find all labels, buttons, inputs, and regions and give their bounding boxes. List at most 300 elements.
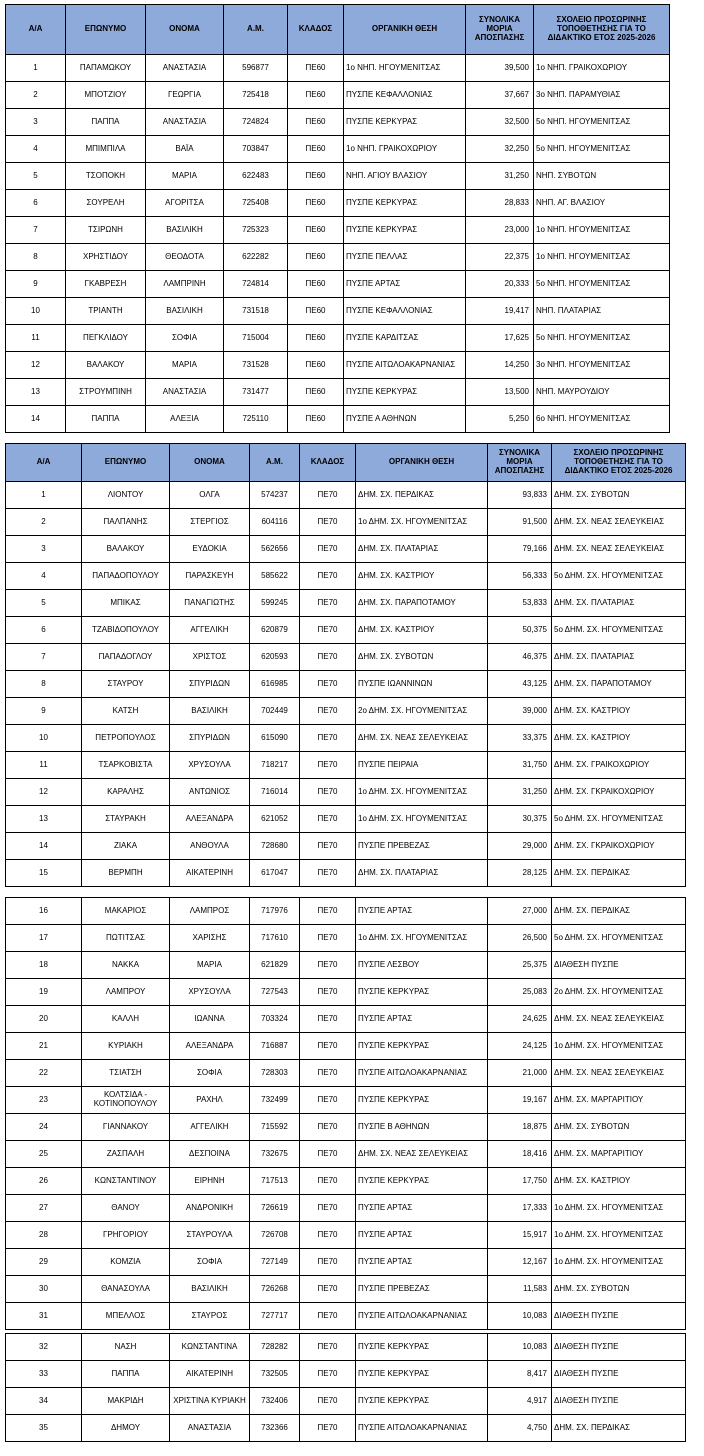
first-name-cell: ΠΑΡΑΣΚΕΥΗ xyxy=(170,563,250,590)
specialty-cell: ΠΕ60 xyxy=(288,271,344,298)
pe70-table xyxy=(5,443,686,887)
surname-cell: ΠΑΠΠΑ xyxy=(66,109,146,136)
row-number-cell: 35 xyxy=(6,1415,82,1442)
row-number-cell: 7 xyxy=(6,217,66,244)
specialty-cell: ΠΕ60 xyxy=(288,217,344,244)
header-specialty: ΚΛΑΔΟΣ xyxy=(300,444,356,482)
row-number-cell: 1 xyxy=(6,55,66,82)
row-number-cell: 27 xyxy=(6,1195,82,1222)
table-row xyxy=(6,898,686,925)
assigned-school-cell: ΔΗΜ. ΣΧ. ΝΕΑΣ ΣΕΛΕΥΚΕΙΑΣ xyxy=(552,1006,686,1033)
total-points-cell: 31,250 xyxy=(466,163,534,190)
first-name-cell: ΓΕΩΡΓΙΑ xyxy=(146,82,224,109)
registry-number-cell: 728303 xyxy=(250,1060,300,1087)
registry-number-cell: 585622 xyxy=(250,563,300,590)
total-points-cell: 25,375 xyxy=(488,952,552,979)
specialty-cell: ΠΕ70 xyxy=(300,898,356,925)
total-points-cell: 4,750 xyxy=(488,1415,552,1442)
surname-cell: ΜΑΚΡΙΔΗ xyxy=(82,1388,170,1415)
row-number-cell: 23 xyxy=(6,1087,82,1114)
registry-number-cell: 731477 xyxy=(224,379,288,406)
assigned-school-cell: ΔΗΜ. ΣΧ. ΠΕΡΔΙΚΑΣ xyxy=(552,860,686,887)
organic-position-cell: ΔΗΜ. ΣΧ. ΠΛΑΤΑΡΙΑΣ xyxy=(356,536,488,563)
specialty-cell: ΠΕ60 xyxy=(288,109,344,136)
first-name-cell: ΣΟΦΙΑ xyxy=(170,1060,250,1087)
organic-position-cell: ΔΗΜ. ΣΧ. ΝΕΑΣ ΣΕΛΕΥΚΕΙΑΣ xyxy=(356,1141,488,1168)
surname-cell: ΜΠΟΤΖΙΟΥ xyxy=(66,82,146,109)
first-name-cell: ΘΕΟΔΟΤΑ xyxy=(146,244,224,271)
first-name-cell: ΣΟΦΙΑ xyxy=(146,325,224,352)
surname-cell: ΠΑΠΠΑ xyxy=(66,406,146,433)
first-name-cell: ΜΑΡΙΑ xyxy=(146,163,224,190)
specialty-cell: ΠΕ70 xyxy=(300,1276,356,1303)
total-points-cell: 91,500 xyxy=(488,509,552,536)
specialty-cell: ΠΕ60 xyxy=(288,136,344,163)
assigned-school-cell: 1ο ΝΗΠ. ΓΡΑΙΚΟΧΩΡΙΟΥ xyxy=(534,55,670,82)
table-row xyxy=(6,379,670,406)
registry-number-cell: 725110 xyxy=(224,406,288,433)
total-points-cell: 32,250 xyxy=(466,136,534,163)
assigned-school-cell: 5ο ΝΗΠ. ΗΓΟΥΜΕΝΙΤΣΑΣ xyxy=(534,109,670,136)
organic-position-cell: ΠΥΣΠΕ ΚΕΡΚΥΡΑΣ xyxy=(356,1388,488,1415)
specialty-cell: ΠΕ70 xyxy=(300,644,356,671)
surname-cell: ΒΕΡΜΠΗ xyxy=(82,860,170,887)
row-number-cell: 8 xyxy=(6,244,66,271)
specialty-cell: ΠΕ70 xyxy=(300,752,356,779)
organic-position-cell: ΠΥΣΠΕ ΠΡΕΒΕΖΑΣ xyxy=(356,833,488,860)
total-points-cell: 33,375 xyxy=(488,725,552,752)
row-number-cell: 17 xyxy=(6,925,82,952)
surname-cell: ΠΑΠΑΔΟΠΟΥΛΟΥ xyxy=(82,563,170,590)
row-number-cell: 19 xyxy=(6,979,82,1006)
assigned-school-cell: ΔΗΜ. ΣΧ. ΣΥΒΟΤΩΝ xyxy=(552,482,686,509)
assigned-school-cell: ΔΗΜ. ΣΧ. ΣΥΒΟΤΩΝ xyxy=(552,1114,686,1141)
organic-position-cell: ΔΗΜ. ΣΧ. ΠΛΑΤΑΡΙΑΣ xyxy=(356,860,488,887)
assigned-school-cell: 5ο ΔΗΜ. ΣΧ. ΗΓΟΥΜΕΝΙΤΣΑΣ xyxy=(552,563,686,590)
table-row xyxy=(6,1033,686,1060)
assigned-school-cell: 2ο ΔΗΜ. ΣΧ. ΗΓΟΥΜΕΝΙΤΣΑΣ xyxy=(552,979,686,1006)
header-assigned-school: ΣΧΟΛΕΙΟ ΠΡΟΣΩΡΙΝΗΣ ΤΟΠΟΘΕΤΗΣΗΣ ΓΙΑ ΤΟ ΔΙΔΑΚΤΙΚΟ ΕΤΟΣ 2025-2026 xyxy=(552,444,686,482)
assigned-school-cell: ΔΗΜ. ΣΧ. ΚΑΣΤΡΙΟΥ xyxy=(552,1168,686,1195)
organic-position-cell: ΔΗΜ. ΣΧ. ΝΕΑΣ ΣΕΛΕΥΚΕΙΑΣ xyxy=(356,725,488,752)
organic-position-cell: ΠΥΣΠΕ ΙΩΑΝΝΙΝΩΝ xyxy=(356,671,488,698)
total-points-cell: 31,250 xyxy=(488,779,552,806)
first-name-cell: ΒΑΣΙΛΙΚΗ xyxy=(146,298,224,325)
surname-cell: ΣΤΡΟΥΜΠΙΝΗ xyxy=(66,379,146,406)
assigned-school-cell: 1ο ΝΗΠ. ΗΓΟΥΜΕΝΙΤΣΑΣ xyxy=(534,217,670,244)
organic-position-cell: ΠΥΣΠΕ ΑΙΤΩΛΟΑΚΑΡΝΑΝΙΑΣ xyxy=(356,1303,488,1330)
total-points-cell: 10,083 xyxy=(488,1303,552,1330)
header-total-points: ΣΥΝΟΛΙΚΑ ΜΟΡΙΑ ΑΠΟΣΠΑΣΗΣ xyxy=(488,444,552,482)
total-points-cell: 43,125 xyxy=(488,671,552,698)
organic-position-cell: ΠΥΣΠΕ ΚΕΡΚΥΡΑΣ xyxy=(344,217,466,244)
row-number-cell: 14 xyxy=(6,406,66,433)
table-row xyxy=(6,752,686,779)
total-points-cell: 5,250 xyxy=(466,406,534,433)
row-number-cell: 15 xyxy=(6,860,82,887)
row-number-cell: 26 xyxy=(6,1168,82,1195)
surname-cell: ΜΠΙΜΠΙΛΑ xyxy=(66,136,146,163)
registry-number-cell: 725418 xyxy=(224,82,288,109)
registry-number-cell: 562656 xyxy=(250,536,300,563)
row-number-cell: 3 xyxy=(6,536,82,563)
assigned-school-cell: ΝΗΠ. ΜΑΥΡΟΥΔΙΟΥ xyxy=(534,379,670,406)
registry-number-cell: 726619 xyxy=(250,1195,300,1222)
total-points-cell: 10,083 xyxy=(488,1334,552,1361)
organic-position-cell: 1ο ΝΗΠ. ΗΓΟΥΜΕΝΙΤΣΑΣ xyxy=(344,55,466,82)
total-points-cell: 26,500 xyxy=(488,925,552,952)
specialty-cell: ΠΕ70 xyxy=(300,725,356,752)
surname-cell: ΔΗΜΟΥ xyxy=(82,1415,170,1442)
row-number-cell: 32 xyxy=(6,1334,82,1361)
row-number-cell: 6 xyxy=(6,190,66,217)
first-name-cell: ΧΑΡΙΣΗΣ xyxy=(170,925,250,952)
surname-cell: ΛΑΜΠΡΟΥ xyxy=(82,979,170,1006)
specialty-cell: ΠΕ70 xyxy=(300,590,356,617)
row-number-cell: 18 xyxy=(6,952,82,979)
table-row xyxy=(6,136,670,163)
organic-position-cell: ΔΗΜ. ΣΧ. ΣΥΒΟΤΩΝ xyxy=(356,644,488,671)
table-row xyxy=(6,671,686,698)
surname-cell: ΖΙΑΚΑ xyxy=(82,833,170,860)
registry-number-cell: 715004 xyxy=(224,325,288,352)
first-name-cell: ΣΠΥΡΙΔΩΝ xyxy=(170,671,250,698)
first-name-cell: ΑΛΕΞΑΝΔΡΑ xyxy=(170,1033,250,1060)
specialty-cell: ΠΕ70 xyxy=(300,1222,356,1249)
organic-position-cell: ΠΥΣΠΕ ΚΕΡΚΥΡΑΣ xyxy=(356,1334,488,1361)
surname-cell: ΣΟΥΡΕΛΗ xyxy=(66,190,146,217)
registry-number-cell: 727717 xyxy=(250,1303,300,1330)
table-row xyxy=(6,325,670,352)
assigned-school-cell: ΔΗΜ. ΣΧ. ΜΑΡΓΑΡΙΤΙΟΥ xyxy=(552,1087,686,1114)
table-body xyxy=(6,55,670,433)
row-number-cell: 24 xyxy=(6,1114,82,1141)
table-row xyxy=(6,1168,686,1195)
specialty-cell: ΠΕ70 xyxy=(300,860,356,887)
specialty-cell: ΠΕ60 xyxy=(288,406,344,433)
organic-position-cell: ΠΥΣΠΕ ΑΡΤΑΣ xyxy=(356,1195,488,1222)
registry-number-cell: 620879 xyxy=(250,617,300,644)
header-first-name: ΟΝΟΜΑ xyxy=(170,444,250,482)
table-row xyxy=(6,298,670,325)
pe70-table-continued-2 xyxy=(5,1333,686,1442)
first-name-cell: ΕΥΔΟΚΙΑ xyxy=(170,536,250,563)
table-body xyxy=(6,482,686,887)
organic-position-cell: ΔΗΜ. ΣΧ. ΠΑΡΑΠΟΤΑΜΟΥ xyxy=(356,590,488,617)
total-points-cell: 17,750 xyxy=(488,1168,552,1195)
row-number-cell: 12 xyxy=(6,352,66,379)
registry-number-cell: 717610 xyxy=(250,925,300,952)
total-points-cell: 22,375 xyxy=(466,244,534,271)
first-name-cell: ΒΑΣΙΛΙΚΗ xyxy=(170,1276,250,1303)
total-points-cell: 19,417 xyxy=(466,298,534,325)
surname-cell: ΒΑΛΑΚΟΥ xyxy=(82,536,170,563)
assigned-school-cell: ΝΗΠ. ΠΛΑΤΑΡΙΑΣ xyxy=(534,298,670,325)
specialty-cell: ΠΕ70 xyxy=(300,1388,356,1415)
specialty-cell: ΠΕ70 xyxy=(300,1361,356,1388)
registry-number-cell: 622282 xyxy=(224,244,288,271)
total-points-cell: 21,000 xyxy=(488,1060,552,1087)
registry-number-cell: 732366 xyxy=(250,1415,300,1442)
surname-cell: ΣΤΑΥΡΟΥ xyxy=(82,671,170,698)
total-points-cell: 32,500 xyxy=(466,109,534,136)
assigned-school-cell: 5ο ΝΗΠ. ΗΓΟΥΜΕΝΙΤΣΑΣ xyxy=(534,325,670,352)
registry-number-cell: 724814 xyxy=(224,271,288,298)
total-points-cell: 25,083 xyxy=(488,979,552,1006)
registry-number-cell: 621829 xyxy=(250,952,300,979)
first-name-cell: ΔΕΣΠΟΙΝΑ xyxy=(170,1141,250,1168)
table-row xyxy=(6,217,670,244)
table-row xyxy=(6,952,686,979)
row-number-cell: 28 xyxy=(6,1222,82,1249)
organic-position-cell: ΠΥΣΠΕ ΚΕΡΚΥΡΑΣ xyxy=(356,979,488,1006)
table-row xyxy=(6,482,686,509)
assigned-school-cell: 5ο ΝΗΠ. ΗΓΟΥΜΕΝΙΤΣΑΣ xyxy=(534,136,670,163)
registry-number-cell: 726268 xyxy=(250,1276,300,1303)
table-row xyxy=(6,1087,686,1114)
table-row xyxy=(6,1006,686,1033)
surname-cell: ΚΥΡΙΑΚΗ xyxy=(82,1033,170,1060)
registry-number-cell: 717513 xyxy=(250,1168,300,1195)
specialty-cell: ΠΕ60 xyxy=(288,190,344,217)
table-row xyxy=(6,1249,686,1276)
specialty-cell: ΠΕ70 xyxy=(300,1141,356,1168)
table-body xyxy=(6,898,686,1330)
specialty-cell: ΠΕ70 xyxy=(300,925,356,952)
assigned-school-cell: ΔΗΜ. ΣΧ. ΜΑΡΓΑΡΙΤΙΟΥ xyxy=(552,1141,686,1168)
total-points-cell: 20,333 xyxy=(466,271,534,298)
organic-position-cell: ΠΥΣΠΕ ΑΡΤΑΣ xyxy=(356,898,488,925)
organic-position-cell: ΠΥΣΠΕ ΚΕΦΑΛΛΟΝΙΑΣ xyxy=(344,298,466,325)
row-number-cell: 10 xyxy=(6,298,66,325)
registry-number-cell: 728282 xyxy=(250,1334,300,1361)
total-points-cell: 13,500 xyxy=(466,379,534,406)
organic-position-cell: 1ο ΔΗΜ. ΣΧ. ΗΓΟΥΜΕΝΙΤΣΑΣ xyxy=(356,779,488,806)
row-number-cell: 6 xyxy=(6,617,82,644)
header-row-number: Α/Α xyxy=(6,444,82,482)
organic-position-cell: ΔΗΜ. ΣΧ. ΚΑΣΤΡΙΟΥ xyxy=(356,563,488,590)
total-points-cell: 46,375 xyxy=(488,644,552,671)
table-row xyxy=(6,55,670,82)
specialty-cell: ΠΕ60 xyxy=(288,325,344,352)
registry-number-cell: 616985 xyxy=(250,671,300,698)
table-row xyxy=(6,806,686,833)
total-points-cell: 24,625 xyxy=(488,1006,552,1033)
specialty-cell: ΠΕ60 xyxy=(288,55,344,82)
specialty-cell: ΠΕ70 xyxy=(300,536,356,563)
total-points-cell: 39,500 xyxy=(466,55,534,82)
total-points-cell: 28,125 xyxy=(488,860,552,887)
assigned-school-cell: ΔΗΜ. ΣΧ. ΓΚΡΑΙΚΟΧΩΡΙΟΥ xyxy=(552,779,686,806)
header-specialty: ΚΛΑΔΟΣ xyxy=(288,5,344,55)
registry-number-cell: 727543 xyxy=(250,979,300,1006)
assigned-school-cell: ΔΙΑΘΕΣΗ ΠΥΣΠΕ xyxy=(552,1388,686,1415)
table-row xyxy=(6,833,686,860)
registry-number-cell: 604116 xyxy=(250,509,300,536)
total-points-cell: 30,375 xyxy=(488,806,552,833)
registry-number-cell: 615090 xyxy=(250,725,300,752)
specialty-cell: ΠΕ70 xyxy=(300,1249,356,1276)
registry-number-cell: 731528 xyxy=(224,352,288,379)
registry-number-cell: 728680 xyxy=(250,833,300,860)
assigned-school-cell: 1ο ΔΗΜ. ΣΧ. ΗΓΟΥΜΕΝΙΤΣΑΣ xyxy=(552,1033,686,1060)
organic-position-cell: ΠΥΣΠΕ ΚΕΡΚΥΡΑΣ xyxy=(356,1168,488,1195)
specialty-cell: ΠΕ70 xyxy=(300,509,356,536)
surname-cell: ΤΡΙΑΝΤΗ xyxy=(66,298,146,325)
specialty-cell: ΠΕ70 xyxy=(300,1087,356,1114)
registry-number-cell: 718217 xyxy=(250,752,300,779)
total-points-cell: 15,917 xyxy=(488,1222,552,1249)
first-name-cell: ΒΑΣΙΛΙΚΗ xyxy=(146,217,224,244)
row-number-cell: 11 xyxy=(6,325,66,352)
registry-number-cell: 732406 xyxy=(250,1388,300,1415)
first-name-cell: ΧΡΙΣΤΟΣ xyxy=(170,644,250,671)
organic-position-cell: ΠΥΣΠΕ ΠΕΙΡΑΙΑ xyxy=(356,752,488,779)
assigned-school-cell: ΝΗΠ. ΣΥΒΟΤΩΝ xyxy=(534,163,670,190)
surname-cell: ΜΠΕΛΛΟΣ xyxy=(82,1303,170,1330)
first-name-cell: ΑΝΤΩΝΙΟΣ xyxy=(170,779,250,806)
assigned-school-cell: 5ο ΝΗΠ. ΗΓΟΥΜΕΝΙΤΣΑΣ xyxy=(534,271,670,298)
assigned-school-cell: 1ο ΔΗΜ. ΣΧ. ΗΓΟΥΜΕΝΙΤΣΑΣ xyxy=(552,1222,686,1249)
specialty-cell: ΠΕ60 xyxy=(288,298,344,325)
organic-position-cell: ΠΥΣΠΕ Β ΑΘΗΝΩΝ xyxy=(356,1114,488,1141)
surname-cell: ΖΑΣΠΑΛΗ xyxy=(82,1141,170,1168)
specialty-cell: ΠΕ60 xyxy=(288,82,344,109)
assigned-school-cell: 1ο ΔΗΜ. ΣΧ. ΗΓΟΥΜΕΝΙΤΣΑΣ xyxy=(552,1195,686,1222)
table-row xyxy=(6,1276,686,1303)
header-registry-number: Α.Μ. xyxy=(250,444,300,482)
first-name-cell: ΣΠΥΡΙΔΩΝ xyxy=(170,725,250,752)
organic-position-cell: ΠΥΣΠΕ ΑΙΤΩΛΟΑΚΑΡΝΑΝΙΑΣ xyxy=(356,1415,488,1442)
first-name-cell: ΑΓΓΕΛΙΚΗ xyxy=(170,1114,250,1141)
organic-position-cell: ΠΥΣΠΕ ΚΕΦΑΛΛΟΝΙΑΣ xyxy=(344,82,466,109)
assigned-school-cell: ΔΗΜ. ΣΧ. ΝΕΑΣ ΣΕΛΕΥΚΕΙΑΣ xyxy=(552,536,686,563)
registry-number-cell: 599245 xyxy=(250,590,300,617)
table-row xyxy=(6,82,670,109)
first-name-cell: ΧΡΙΣΤΙΝΑ ΚΥΡΙΑΚΗ xyxy=(170,1388,250,1415)
row-number-cell: 13 xyxy=(6,379,66,406)
organic-position-cell: ΠΥΣΠΕ ΚΕΡΚΥΡΑΣ xyxy=(356,1087,488,1114)
specialty-cell: ΠΕ70 xyxy=(300,563,356,590)
assigned-school-cell: 3ο ΝΗΠ. ΗΓΟΥΜΕΝΙΤΣΑΣ xyxy=(534,352,670,379)
organic-position-cell: ΝΗΠ. ΑΓΙΟΥ ΒΛΑΣΙΟΥ xyxy=(344,163,466,190)
row-number-cell: 9 xyxy=(6,698,82,725)
table-row xyxy=(6,271,670,298)
surname-cell: ΤΣΑΡΚΟΒΙΣΤΑ xyxy=(82,752,170,779)
header-row xyxy=(6,444,686,482)
surname-cell: ΤΣΙΑΤΣΗ xyxy=(82,1060,170,1087)
total-points-cell: 27,000 xyxy=(488,898,552,925)
table-body xyxy=(6,1334,686,1442)
registry-number-cell: 702449 xyxy=(250,698,300,725)
organic-position-cell: ΠΥΣΠΕ ΑΙΤΩΛΟΑΚΑΡΝΑΝΙΑΣ xyxy=(356,1060,488,1087)
registry-number-cell: 724824 xyxy=(224,109,288,136)
first-name-cell: ΡΑΧΗΛ xyxy=(170,1087,250,1114)
organic-position-cell: ΠΥΣΠΕ Α ΑΘΗΝΩΝ xyxy=(344,406,466,433)
assigned-school-cell: 5ο ΔΗΜ. ΣΧ. ΗΓΟΥΜΕΝΙΤΣΑΣ xyxy=(552,617,686,644)
assigned-school-cell: 5ο ΔΗΜ. ΣΧ. ΗΓΟΥΜΕΝΙΤΣΑΣ xyxy=(552,925,686,952)
surname-cell: ΜΑΚΑΡΙΟΣ xyxy=(82,898,170,925)
surname-cell: ΠΑΠΑΔΟΓΛΟΥ xyxy=(82,644,170,671)
organic-position-cell: ΠΥΣΠΕ ΠΕΛΛΑΣ xyxy=(344,244,466,271)
row-number-cell: 14 xyxy=(6,833,82,860)
surname-cell: ΠΑΠΑΜΩΚΟΥ xyxy=(66,55,146,82)
header-row-number: Α/Α xyxy=(6,5,66,55)
row-number-cell: 9 xyxy=(6,271,66,298)
header-surname: ΕΠΩΝΥΜΟ xyxy=(82,444,170,482)
first-name-cell: ΑΝΑΣΤΑΣΙΑ xyxy=(170,1415,250,1442)
surname-cell: ΘΑΝΑΣΟΥΛΑ xyxy=(82,1276,170,1303)
specialty-cell: ΠΕ70 xyxy=(300,1334,356,1361)
table-row xyxy=(6,109,670,136)
first-name-cell: ΧΡΥΣΟΥΛΑ xyxy=(170,979,250,1006)
organic-position-cell: ΔΗΜ. ΣΧ. ΚΑΣΤΡΙΟΥ xyxy=(356,617,488,644)
header-surname: ΕΠΩΝΥΜΟ xyxy=(66,5,146,55)
surname-cell: ΚΑΤΣΗ xyxy=(82,698,170,725)
assigned-school-cell: ΔΙΑΘΕΣΗ ΠΥΣΠΕ xyxy=(552,1334,686,1361)
table-row xyxy=(6,563,686,590)
table-row xyxy=(6,536,686,563)
registry-number-cell: 726708 xyxy=(250,1222,300,1249)
organic-position-cell: ΠΥΣΠΕ ΚΑΡΔΙΤΣΑΣ xyxy=(344,325,466,352)
assigned-school-cell: ΔΗΜ. ΣΧ. ΚΑΣΤΡΙΟΥ xyxy=(552,725,686,752)
total-points-cell: 18,416 xyxy=(488,1141,552,1168)
specialty-cell: ΠΕ70 xyxy=(300,1415,356,1442)
surname-cell: ΚΑΛΛΗ xyxy=(82,1006,170,1033)
assigned-school-cell: ΔΗΜ. ΣΧ. ΚΑΣΤΡΙΟΥ xyxy=(552,698,686,725)
first-name-cell: ΑΝΑΣΤΑΣΙΑ xyxy=(146,55,224,82)
surname-cell: ΠΩΤΙΤΣΑΣ xyxy=(82,925,170,952)
surname-cell: ΠΕΓΚΛΙΔΟΥ xyxy=(66,325,146,352)
organic-position-cell: ΠΥΣΠΕ ΛΕΣΒΟΥ xyxy=(356,952,488,979)
header-organic-position: ΟΡΓΑΝΙΚΗ ΘΕΣΗ xyxy=(344,5,466,55)
row-number-cell: 4 xyxy=(6,136,66,163)
organic-position-cell: ΠΥΣΠΕ ΑΡΤΑΣ xyxy=(356,1006,488,1033)
first-name-cell: ΣΤΑΥΡΟΣ xyxy=(170,1303,250,1330)
surname-cell: ΘΑΝΟΥ xyxy=(82,1195,170,1222)
table-row xyxy=(6,509,686,536)
specialty-cell: ΠΕ70 xyxy=(300,833,356,860)
total-points-cell: 37,667 xyxy=(466,82,534,109)
registry-number-cell: 617047 xyxy=(250,860,300,887)
row-number-cell: 12 xyxy=(6,779,82,806)
table-row xyxy=(6,1415,686,1442)
assigned-school-cell: ΔΙΑΘΕΣΗ ΠΥΣΠΕ xyxy=(552,1361,686,1388)
header-registry-number: Α.Μ. xyxy=(224,5,288,55)
specialty-cell: ΠΕ70 xyxy=(300,1114,356,1141)
first-name-cell: ΙΩΑΝΝΑ xyxy=(170,1006,250,1033)
table-row xyxy=(6,1303,686,1330)
table-row xyxy=(6,1222,686,1249)
total-points-cell: 79,166 xyxy=(488,536,552,563)
assigned-school-cell: 6ο ΝΗΠ. ΗΓΟΥΜΕΝΙΤΣΑΣ xyxy=(534,406,670,433)
specialty-cell: ΠΕ70 xyxy=(300,1033,356,1060)
row-number-cell: 2 xyxy=(6,82,66,109)
specialty-cell: ΠΕ70 xyxy=(300,1006,356,1033)
first-name-cell: ΑΛΕΞΙΑ xyxy=(146,406,224,433)
registry-number-cell: 622483 xyxy=(224,163,288,190)
surname-cell: ΤΣΟΠΟΚΗ xyxy=(66,163,146,190)
specialty-cell: ΠΕ60 xyxy=(288,244,344,271)
registry-number-cell: 731518 xyxy=(224,298,288,325)
assigned-school-cell: ΝΗΠ. ΑΓ. ΒΛΑΣΙΟΥ xyxy=(534,190,670,217)
specialty-cell: ΠΕ70 xyxy=(300,779,356,806)
assigned-school-cell: ΔΗΜ. ΣΧ. ΝΕΑΣ ΣΕΛΕΥΚΕΙΑΣ xyxy=(552,1060,686,1087)
organic-position-cell: 1ο ΝΗΠ. ΓΡΑΙΚΟΧΩΡΙΟΥ xyxy=(344,136,466,163)
total-points-cell: 24,125 xyxy=(488,1033,552,1060)
assigned-school-cell: ΔΗΜ. ΣΧ. ΠΕΡΔΙΚΑΣ xyxy=(552,898,686,925)
surname-cell: ΚΟΜΖΙΑ xyxy=(82,1249,170,1276)
